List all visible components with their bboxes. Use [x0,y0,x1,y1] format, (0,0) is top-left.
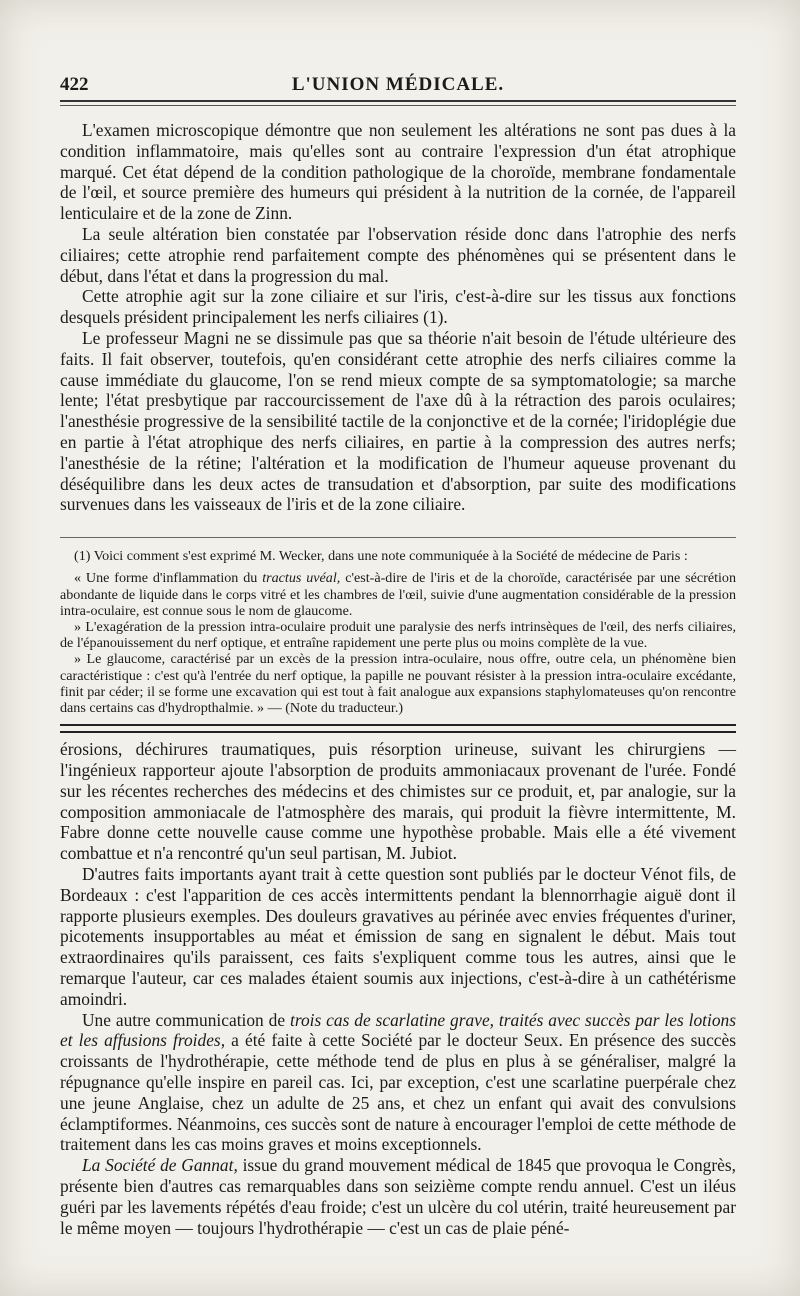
footnote-quote [60,570,736,619]
paragraph-text: a été faite à cette Société par le docteur Seux. En présence des succès croissants de l'hydrothérapie, cette méthode tend de plus en plus à se généraliser, malgré la répugnance qu'elle inspire en pareil cas. Ici, par exception, c'est une scarlatine puerpérale chez une jeune Anglaise, chez un adulte de 25 ans, et chez un enfant qui avait des convulsions éclamptiformes. Néanmoins, ces succès sont de nature à encourager l'emploi de cette méthode de traitement dans les cas moins graves et moins exceptionnels. [60,1030,737,1155]
footnote-quote: » Le glaucome, caractérisé par un excès de la pression intra-oculaire, nous offre, outre cela, un phénomène bien caractéristique : c'est qu'à l'entrée du nerf optique, la papille ne pouvant résister à la pression intra-oculaire excédante, finit par céder; il se forme une excavation qui est tout à fait analogue aux expansions staphylomateuses qu'on rencontre dans certains cas d'hydropthalmie. » — (Note du traducteur.) [60,651,736,716]
footnote-quote: » L'exagération de la pression intra-oculaire produit une paralysie des nerfs intrinsèques de l'œil, des nerfs ciliaires, de l'épanouissement du nerf optique, et entraîne rapidement une perte plus ou moins complète de la vue. [60,618,736,652]
running-title: L'UNION MÉDICALE. [291,74,505,95]
paragraph: érosions, déchirures traumatiques, puis résorption urineuse, suivant les chirurgiens — l'ingénieux rapporteur ajoute l'absorption de produits ammoniacaux provenant de l'urée. Fondé sur les récentes recherches des médecins et des chimistes sur ce produit, et, par analogie, sur la composition ammoniacale de l'atmosphère des marais, qui produit la fièvre intermittente, M. Fabre donne cette nouvelle cause comme une hypothèse probable. Mais elle a été vivement combattue et n'a rencontré qu'un seul partisan, M. Jubiot. [60,739,736,864]
page-header [60,72,736,102]
lower-body-text [60,739,736,1238]
quote-text: c'est-à-dire de l'iris et de la choroïde, caractérisée par une sécrétion abondante de liquide dans le corps vitré et les chambres de l'œil, suivie d'une augmentation considérable de la pression intra-oculaire, est connue sous le nom de glaucome. [60,570,736,619]
footnotes [60,548,736,716]
footnote-intro: (1) Voici comment s'est exprimé M. Wecker, dans une note communiquée à la Société de médecine de Paris : [74,548,688,565]
quote-text: « Une forme d'inflammation du [74,570,263,587]
paragraph-emphasis: trois cas de scarlatine grave, traités avec succès par les lotions et les affusions froides, [60,1009,737,1051]
paragraph: L'examen microscopique démontre que non seulement les altérations ne sont pas dues à la condition inflammatoire, mais qu'elles sont au contraire l'expression d'un état atrophique marqué. Cet état dépend de la condition pathologique de la choroïde, membrane fondamentale de l'œil, et source première des humeurs qui président à la nutrition de la cornée, de l'appareil lenticulaire et de la zone de Zinn. [60,120,736,224]
paragraph: Cette atrophie agit sur la zone ciliaire et sur l'iris, c'est-à-dire sur les tissus aux fonctions desquels président principalement les nerfs ciliaires (1). [60,286,736,328]
paragraph [60,1010,736,1156]
paragraph-emphasis: La Société de Gannat, [82,1155,238,1176]
paragraph: Le professeur Magni ne se dissimule pas que sa théorie n'ait besoin de l'étude ultérieure des faits. Il fait observer, toutefois, qu'en considérant cette atrophie des nerfs ciliaires comme la cause immédiate du glaucome, l'on se rend mieux compte de sa symptomatologie; sa marche lente; l'état presbytique par raccourcissement de l'axe dû à la rétraction des parois oculaires; l'anesthésie progressive de la sensibilité tactile de la conjonctive et de la cornée; l'iridoplégie due en partie à l'état atrophique des nerfs ciliaires, en partie à la compression des autres nerfs; l'anesthésie de la rétine; l'altération et la modification de l'humeur aqueuse provenant du déséquilibre dans les deux actes de transudation et d'absorption, par suite des modifications survenues dans les vaisseaux de l'iris et de la zone ciliaire. [60,327,736,515]
paragraph: D'autres faits importants ayant trait à cette question sont publiés par le docteur Vénot fils, de Bordeaux : c'est l'apparition de ces accès intermittents pendant la blennorrhagie aiguë dont il rapporte plusieurs exemples. Des douleurs gravatives au périnée avec envies fréquentes d'uriner, picotements insupportables au méat et émission de sang en signalent le début. Mais tout extraordinaires qu'ils paraissent, ces faits s'expliquent comme tous les autres, ainsi que le remarque l'auteur, car ces malades étaient soumis aux injections, c'est-à-dire à un cathétérisme amoindri. [60,863,736,1009]
section-divider [60,724,736,733]
paragraph [60,1155,736,1238]
footnote-separator [60,537,736,538]
page-number: 422 [60,74,89,95]
paragraph: La seule altération bien constatée par l'observation réside donc dans l'atrophie des nerfs ciliaires; cette atrophie rend parfaitement compte des phénomènes qui se présentent dans le début, dans l'état et dans la progression du mal. [60,223,736,286]
paragraph-text: Une autre communication de [82,1009,290,1030]
paragraph-text: issue du grand mouvement médical de 1845 que provoqua le Congrès, présente bien d'autres cas remarquables dans son seizième compte rendu annuel. C'est un iléus guéri par les lavements répétés d'eau froide; c'est un ulcère du col utérin, traité heureusement par le même moyen — toujours l'hydrothérapie — c'est un cas de plaie péné- [60,1155,736,1238]
upper-body-text [60,120,736,515]
quote-emphasis: tractus uvéal, [262,570,341,587]
header-rule [60,105,736,106]
page-content [60,72,736,1238]
